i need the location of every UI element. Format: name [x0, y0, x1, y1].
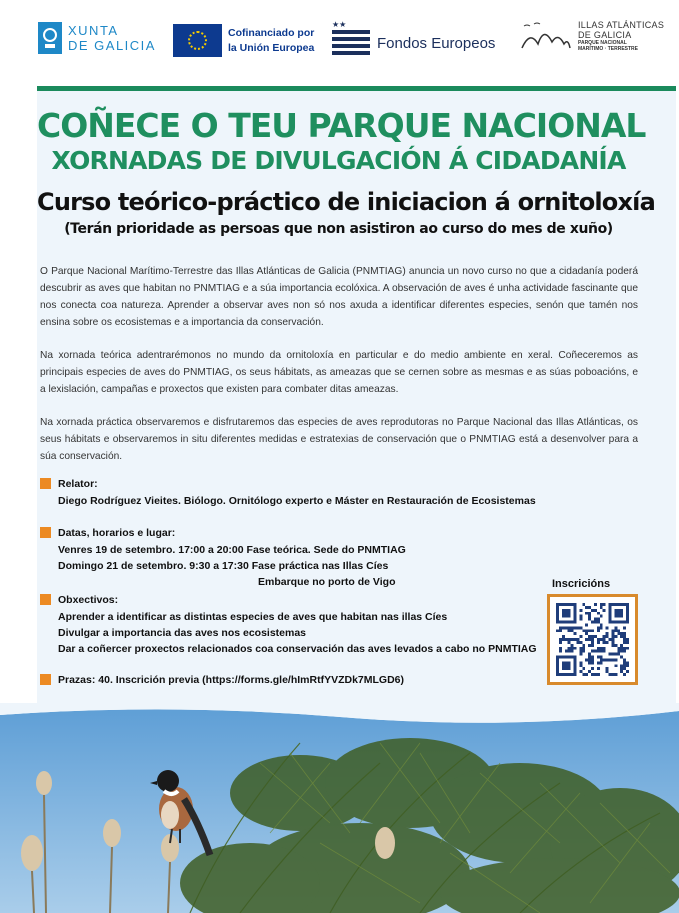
illas-line2: DE GALICIA [578, 30, 632, 40]
objective-item: Dar a coñercer proxectos relacionados coa conservación das aves levados a cabo no PNMTIAG [58, 643, 537, 655]
dates-title: Datas, horarios e lugar: [58, 527, 176, 539]
islands-icon [520, 20, 572, 52]
objective-item: Divulgar a importancia das aves nos ecosistemas [58, 627, 307, 639]
theory-paragraph: Na xornada teórica adentrarémonos no mundo da ornitoloxía en particular e do medio ambiente en xeral. Coñeceremos as principais especies de aves do PNMTIAG, os seus hábitats, as ameazas que se cernen sobre as mesmas e as súas poboacións, e a lexislación, campañas e proxectos que existen para combater ditas ameazas. [40, 350, 638, 395]
bullet-square-icon [40, 594, 51, 605]
practice-paragraph: Na xornada práctica observaremos e disfrutaremos das especies de aves reprodutoras no Parque Nacional das Illas Atlánticas, os seus hábitats e observaremos in situ diferentes medidas e estratexias de conservación que o PNMTIAG está a desenvolver para a súa conservación. [40, 417, 638, 462]
illas-line4: MARÍTIMO · TERRESTRE [578, 46, 638, 52]
illas-line3: PARQUE NACIONAL [578, 40, 627, 46]
priority-note: (Terán prioridade as persoas que non asistiron ao curso do mes de xuño) [64, 221, 613, 237]
qr-code-icon [556, 603, 629, 676]
illas-line1: ILLAS ATLÁNTICAS [578, 20, 665, 30]
dates-line-1: Venres 19 de setembro. 17:00 a 20:00 Fase teórica. Sede do PNMTIAG [58, 544, 406, 556]
page-title: COÑECE O TEU PARQUE NACIONAL [37, 106, 646, 145]
fondos-logo [332, 20, 496, 56]
logo-bar [0, 0, 679, 82]
eu-logo [173, 24, 314, 57]
illas-logo [520, 20, 664, 52]
top-divider [37, 86, 676, 91]
bullet-square-icon [40, 478, 51, 489]
dates-line-3: Embarque no porto de Vigo [258, 576, 396, 588]
intro-paragraph: O Parque Nacional Marítimo-Terrestre das Illas Atlánticas de Galicia (PNMTIAG) anuncia un novo curso no que a cidadanía poderá descubrir as aves que habitan no PNMTIAG e a súa importancia ecolóxica. A observación de aves é unha actividade fascinante que nos conecta coa natureza. Aprender a observar aves non só nos axuda a identificar diferentes especies, senón que tamén nos ensina sobre os ecosistemas e a importancia da conservación. [40, 266, 638, 328]
eu-line1: Cofinanciado por [228, 26, 315, 39]
places-text[interactable]: Prazas: 40. Inscrición previa (https://forms.gle/hImRtfYVZDk7MLGD6) [58, 674, 404, 686]
stars-icon: ★★ [332, 20, 347, 29]
objective-item: Aprender a identificar as distintas especies de aves que habitan nas illas Cíes [58, 611, 448, 623]
eu-line2: la Unión Europea [228, 41, 315, 54]
fondos-flag-icon [332, 30, 370, 56]
bird-photo [0, 703, 679, 913]
qr-label: Inscricións [552, 578, 611, 590]
course-title: Curso teórico-práctico de iniciacion á ornitoloxía [37, 188, 655, 216]
xunta-logo [38, 22, 156, 54]
objectives-title: Obxectivos: [58, 594, 119, 606]
registration-qr-code[interactable] [547, 594, 638, 685]
eu-flag-icon [173, 24, 222, 57]
relator-title: Relator: [58, 478, 98, 490]
page-subtitle: XORNADAS DE DIVULGACIÓN Á CIDADANÍA [51, 146, 626, 175]
xunta-line2: DE GALICIA [68, 38, 156, 53]
bullet-square-icon [40, 527, 51, 538]
fondos-label: Fondos Europeos [377, 34, 496, 52]
xunta-emblem-icon [38, 22, 62, 54]
relator-line: Diego Rodríguez Vieites. Biólogo. Ornitólogo experto e Máster en Restauración de Ecosistemas [58, 495, 536, 507]
dates-line-2: Domingo 21 de setembro. 9:30 a 17:30 Fase práctica nas Illas Cíes [58, 560, 389, 572]
xunta-line1: XUNTA [68, 23, 119, 38]
bullet-square-icon [40, 674, 51, 685]
